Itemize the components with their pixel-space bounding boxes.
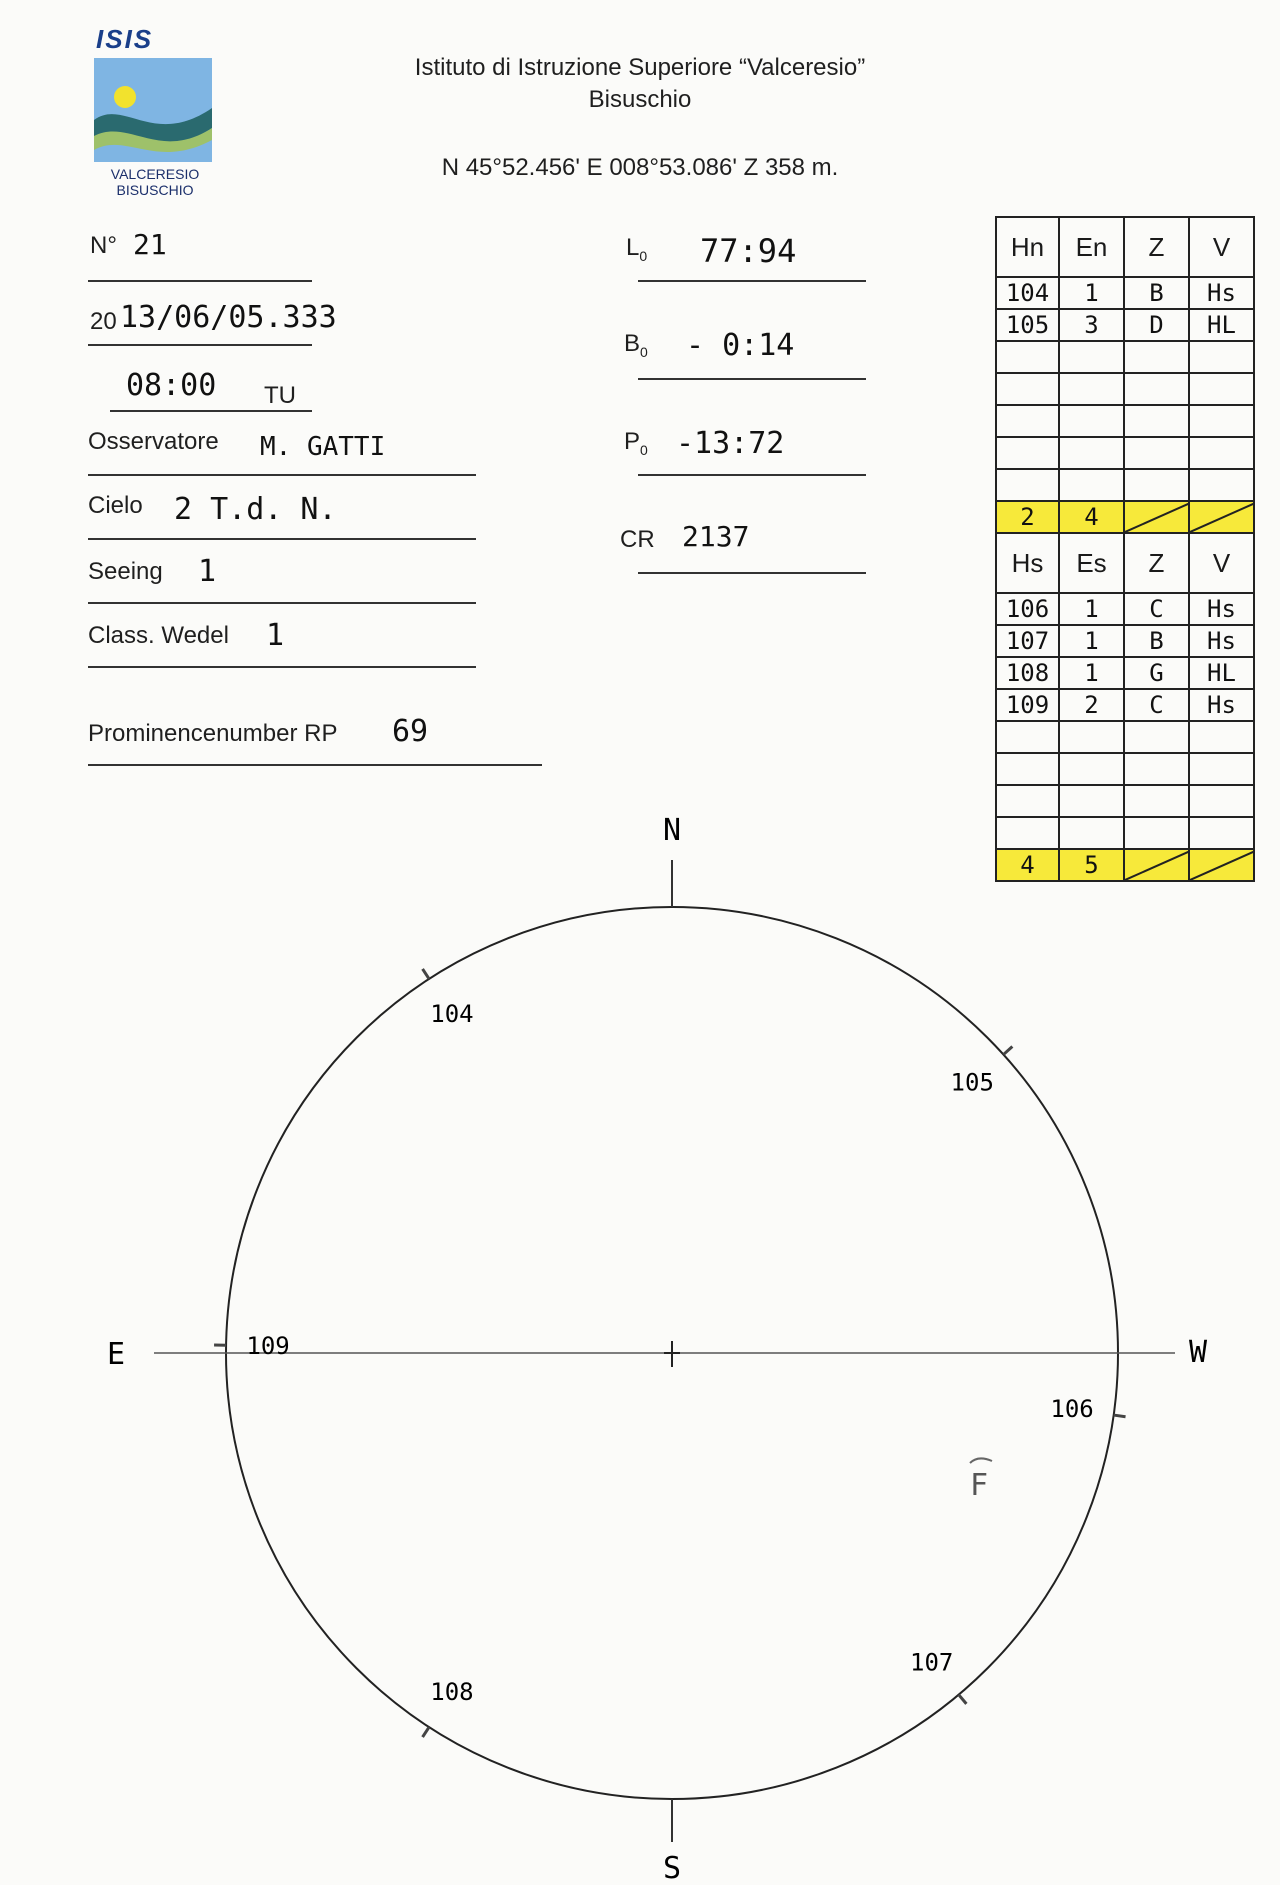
logo-acronym: ISIS [96,24,154,54]
north-label: N [662,813,682,848]
b0-underline [638,378,866,380]
prominence-mark [959,1695,967,1704]
north-cell-z: D [1125,310,1190,340]
table-north-rows [995,278,1255,502]
south-cell-en: 1 [1060,594,1125,624]
filament-label: F [970,1468,989,1503]
time-value: 08:00 [126,368,217,403]
table-row [995,406,1255,438]
institute-town: Bisuschio [588,86,692,113]
header-v: V [1190,534,1255,592]
total-v-struck [1190,502,1255,532]
north-cell-en [1060,342,1125,372]
table-north [995,216,1255,534]
north-cell-v [1190,406,1255,436]
south-cell-v: HL [1190,658,1255,688]
north-cell-hn [995,406,1060,436]
north-cell-z [1125,438,1190,468]
institute-name: Istituto di Istruzione Superiore “Valceresio” [414,54,866,81]
p0-underline [638,474,866,476]
north-cell-z [1125,374,1190,404]
north-cell-z: B [1125,278,1190,308]
table-north-header [995,218,1255,278]
north-cell-en: 3 [1060,310,1125,340]
b0-label: $B_0$ [624,330,648,360]
observatory-coordinates: N 45°52.456' E 008°53.086' Z 358 m. [441,154,839,181]
l0-label: $L_0$ [626,234,648,264]
total-hn: 2 [995,502,1060,532]
table-row [995,310,1255,342]
table-row [995,658,1255,690]
prominence-label: 104 [430,1000,474,1029]
prominence-label: 107 [910,1648,954,1677]
south-cell-v: Hs [1190,626,1255,656]
prominence-label: 109 [246,1331,290,1360]
logo-line-2: BISUSCHIO [116,182,194,198]
north-cell-en [1060,406,1125,436]
prominence-mark [423,1727,430,1737]
north-cell-v: HL [1190,310,1255,340]
cr-underline [638,572,866,574]
table-row [995,342,1255,374]
north-cell-en [1060,470,1125,500]
south-label: S [662,1851,682,1880]
logo-emblem [94,58,212,162]
wave-icon [94,58,212,162]
south-cell-hn: 106 [995,594,1060,624]
prominence-mark [1003,1047,1012,1055]
wedel-value: 1 [266,618,285,653]
south-cell-en: 2 [1060,690,1125,720]
cr-value: 2137 [682,520,750,553]
north-cell-z [1125,342,1190,372]
prominence-label: 106 [1050,1395,1094,1424]
header-es: Es [1060,534,1125,592]
south-cell-z: G [1125,658,1190,688]
south-cell-en: 1 [1060,626,1125,656]
north-cell-hn: 105 [995,310,1060,340]
south-cell-hn: 109 [995,690,1060,720]
table-row [995,374,1255,406]
observer-underline [88,474,476,476]
south-cell-z: C [1125,690,1190,720]
seeing-label: Seeing [88,558,163,585]
seeing-value: 1 [198,554,217,589]
rp-label: Prominencenumber RP [88,720,338,747]
sky-underline [88,538,476,540]
north-cell-hn [995,470,1060,500]
table-row [995,690,1255,722]
east-label: E [106,1337,126,1372]
north-cell-hn [995,342,1060,372]
total-en: 4 [1060,502,1125,532]
north-cell-z [1125,470,1190,500]
rp-underline [88,764,542,766]
l0-underline [638,280,866,282]
solar-disk-diagram [0,780,1280,1880]
sky-label: Cielo [88,492,143,519]
north-cell-v [1190,342,1255,372]
header-hs: Hs [995,534,1060,592]
school-logo [90,24,220,198]
south-cell-z [1125,722,1190,752]
prominence-mark [423,969,430,979]
table-row [995,438,1255,470]
date-value: 13/06/05.333 [120,300,337,335]
north-cell-z [1125,406,1190,436]
south-cell-hn: 107 [995,626,1060,656]
cr-label: CR [620,526,655,553]
header-z: Z [1125,534,1190,592]
south-cell-v: Hs [1190,594,1255,624]
header-hn: Hn [995,218,1060,276]
observer-value: M. GATTI [260,432,386,462]
date-prefix: 20 [90,308,117,335]
north-cell-hn [995,374,1060,404]
south-cell-en [1060,722,1125,752]
filament-mark [970,1458,992,1463]
south-cell-hn: 108 [995,658,1060,688]
total-es: 5 [1060,850,1125,880]
north-cell-v [1190,438,1255,468]
table-north-totals [995,502,1255,534]
rp-value: 69 [392,714,429,749]
prominence-mark [1114,1415,1126,1417]
seeing-underline [88,602,476,604]
north-cell-v [1190,470,1255,500]
north-cell-en [1060,374,1125,404]
south-cell-v: Hs [1190,690,1255,720]
table-row [995,278,1255,310]
table-row [995,594,1255,626]
table-row [995,470,1255,502]
time-unit: TU [264,382,296,409]
north-cell-en [1060,438,1125,468]
south-cell-hn [995,722,1060,752]
logo-line-1: VALCERESIO [110,166,200,182]
north-cell-v [1190,374,1255,404]
header-en: En [1060,218,1125,276]
total-hs: 4 [995,850,1060,880]
prominence-label: 108 [430,1677,474,1706]
table-row [995,722,1255,754]
south-cell-v [1190,722,1255,752]
p0-label: $P_0$ [624,428,648,458]
time-underline [110,410,312,412]
number-label: N° [90,232,117,259]
north-cell-hn: 104 [995,278,1060,308]
sky-value: 2 T.d. N. [174,492,337,527]
north-cell-hn [995,438,1060,468]
wedel-underline [88,666,476,668]
number-value: 21 [133,228,167,261]
b0-value: - 0:14 [686,328,795,363]
wedel-label: Class. Wedel [88,622,229,649]
header-z: Z [1125,218,1190,276]
p0-value: -13:72 [676,426,785,461]
south-cell-z: B [1125,626,1190,656]
south-cell-en: 1 [1060,658,1125,688]
observer-label: Osservatore [88,428,219,455]
table-south-header [995,534,1255,594]
number-underline [88,280,312,282]
west-label: W [1188,1335,1208,1370]
total-z-struck [1125,502,1190,532]
south-cell-z: C [1125,594,1190,624]
l0-value: 77:94 [700,232,797,270]
prominence-label: 105 [950,1068,994,1097]
date-underline [88,344,312,346]
table-row [995,626,1255,658]
north-cell-v: Hs [1190,278,1255,308]
header-v: V [1190,218,1255,276]
north-cell-en: 1 [1060,278,1125,308]
